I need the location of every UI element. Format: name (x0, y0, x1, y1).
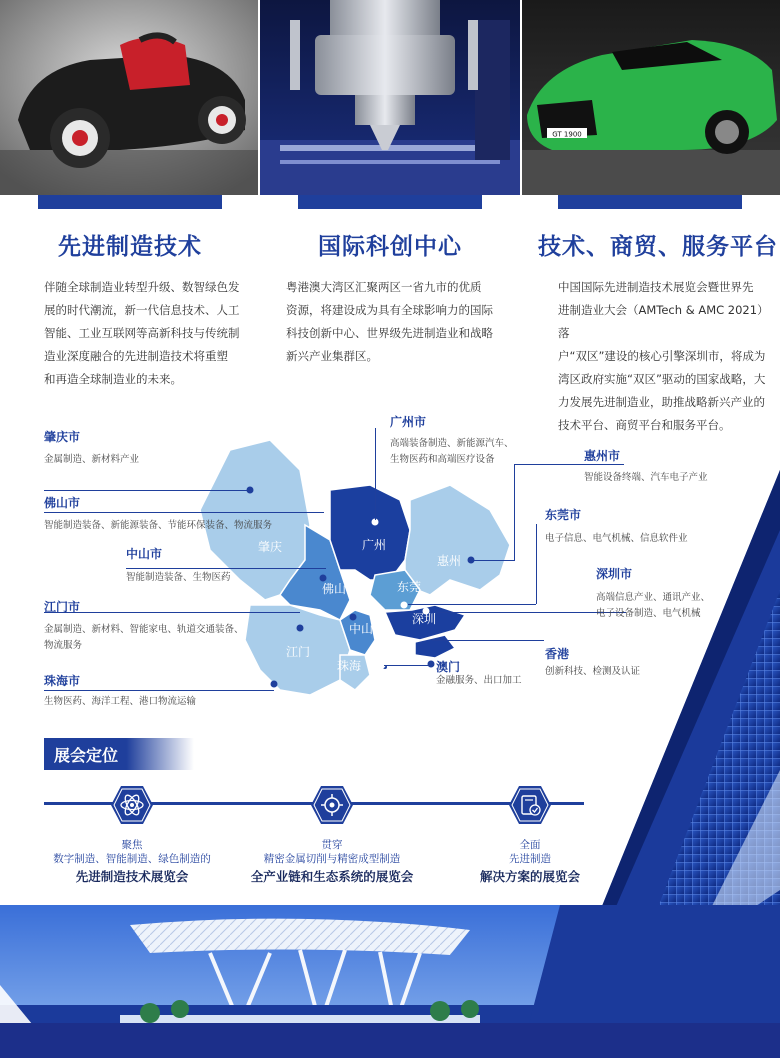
leader-line-jiangmen (44, 612, 300, 613)
positioning-item-2-text: 贯穿 精密金属切削与精密成型制造 (263, 839, 401, 865)
map-name-guangzhou: 广州 (362, 538, 387, 552)
leader-line-huizhou (472, 560, 514, 561)
leader-line-zhongshan (126, 568, 326, 569)
positioning-item-1-text: 聚焦 数字制造、智能制造、绿色制造的 (53, 839, 211, 865)
city-desc-dongguan: 电子信息、电气机械、信息软件业 (545, 533, 688, 544)
city-name-zhuhai: 珠海市 (44, 674, 81, 688)
positioning-item-2-title: 全产业链和生态系统的展览会 (250, 869, 414, 884)
positioning-item-3-text: 全面 先进制造 (509, 839, 551, 865)
photo-tab-3 (558, 195, 742, 209)
column-text-3: 中国国际先进制造技术展览会暨世界先 进制造业大会（AMTech & AMC 2021）落 户“双区”建设的核心引擎深圳市，将成为 湾区政府实施“双区”驱动的国家战略，大 力发展先进制造业，助推战略新兴产业的 技术平台、商贸平台和服务平台。 (558, 280, 769, 432)
atom-icon (110, 785, 154, 825)
positioning-title: 展会定位 (54, 746, 119, 765)
positioning-title-bar (44, 738, 194, 770)
city-name-huizhou: 惠州市 (584, 449, 621, 463)
city-desc-guangzhou: 高端装备制造、新能源汽车、 生物医药和高端医疗设备 (390, 438, 514, 465)
column-text-1: 伴随全球制造业转型升级、数智绿色发 展的时代潮流，新一代信息技术、人工 智能、工业互联网等高新科技与传统制 造业深度融合的先进制造技术将重塑 和再造全球制造业的未来。 (44, 280, 240, 386)
leader-line-zhaoqing (44, 490, 250, 491)
map-region-guangzhou (330, 485, 410, 580)
column-title-advanced-manufacturing: 先进制造技术 (58, 234, 202, 260)
city-name-zhaoqing: 肇庆市 (44, 430, 81, 444)
leader-line-huizhou-v (514, 464, 515, 561)
positioning-item-3-title: 解决方案的展览会 (479, 869, 580, 884)
city-desc-zhuhai: 生物医药、海洋工程、港口物流运输 (44, 696, 197, 707)
map-name-zhongshan: 中山 (349, 622, 374, 636)
gear-network-icon (310, 785, 354, 825)
city-desc-huizhou: 智能设备终端、汽车电子产业 (584, 472, 708, 483)
city-name-shenzhen: 深圳市 (596, 567, 633, 581)
3d-printed-car-photo (0, 0, 258, 195)
leader-line-dongguan-v (536, 524, 537, 604)
green-sports-car-photo (522, 0, 780, 195)
city-name-zhongshan: 中山市 (126, 547, 163, 561)
leader-line-foshan (44, 512, 324, 513)
exhibition-venue-photo (0, 905, 780, 1058)
map-name-jiangmen: 江门 (286, 645, 311, 659)
city-desc-foshan: 智能制造装备、新能源装备、节能环保装备、物流服务 (44, 520, 273, 531)
checklist-icon (508, 785, 552, 825)
leader-line-guangzhou (375, 428, 376, 520)
leader-line-dongguan (408, 604, 536, 605)
greater-bay-area-map (190, 430, 550, 700)
city-name-guangzhou: 广州市 (390, 415, 427, 429)
city-desc-shenzhen: 高端信息产业、通讯产业、 电子设备制造、电气机械 (596, 592, 711, 619)
city-name-jiangmen: 江门市 (44, 600, 81, 614)
leader-line-hongkong (432, 640, 544, 641)
leader-line-macau (384, 665, 434, 666)
leader-line-zhuhai (44, 690, 274, 691)
city-desc-zhongshan: 智能制造装备、生物医药 (126, 572, 231, 583)
map-name-huizhou: 惠州 (437, 554, 462, 568)
map-name-dongguan: 东莞 (397, 580, 422, 594)
map-name-foshan: 佛山 (322, 582, 347, 596)
column-text-2: 粤港澳大湾区汇聚两区一省九市的优质 资源，将建设成为具有全球影响力的国际 科技创新中心、世界级先进制造业和战略 新兴产业集群区。 (286, 280, 493, 363)
city-name-dongguan: 东莞市 (545, 508, 582, 522)
photo-tab-2 (298, 195, 482, 209)
column-title-platform: 技术、商贸、服务平台 (538, 234, 778, 260)
city-name-hongkong: 香港 (545, 647, 570, 661)
machine-spindle-photo (260, 0, 520, 195)
city-desc-macau: 金融服务、出口加工 (436, 675, 522, 686)
column-title-innovation-center: 国际科创中心 (318, 234, 462, 260)
city-name-foshan: 佛山市 (44, 496, 81, 510)
map-name-zhaoqing: 肇庆 (258, 540, 283, 554)
map-name-shenzhen: 深圳 (412, 612, 437, 626)
city-desc-jiangmen: 金属制造、新材料、智能家电、轨道交通装备、 物流服务 (44, 624, 244, 651)
map-name-zhuhai: 珠海 (337, 659, 362, 673)
positioning-item-1-title: 先进制造技术展览会 (75, 869, 189, 884)
license-plate-text: GT 1900 (552, 130, 582, 139)
leader-line-huizhou-h (514, 464, 624, 465)
city-desc-zhaoqing: 金属制造、新材料产业 (44, 454, 140, 465)
city-name-macau: 澳门 (436, 660, 461, 674)
photo-tab-1 (38, 195, 222, 209)
city-desc-hongkong: 创新科技、检测及认证 (545, 666, 641, 677)
